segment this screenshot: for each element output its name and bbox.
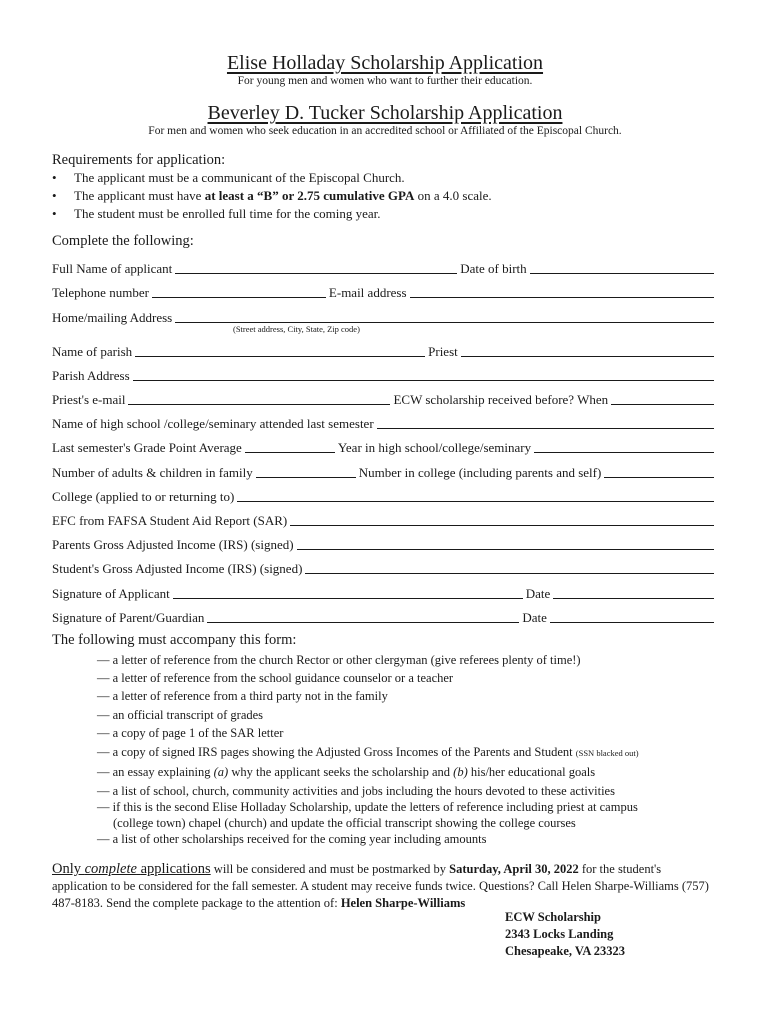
row-signature-applicant xyxy=(52,584,717,602)
signature-applicant-label: Signature of Applicant xyxy=(52,586,170,601)
parish-name-field[interactable] xyxy=(135,356,425,357)
parent-date-field[interactable] xyxy=(550,622,714,623)
accompany-item: — an essay explaining (a) why the applicant seeks the scholarship and (b) his/her educational goals xyxy=(97,765,596,779)
efc-field[interactable] xyxy=(290,525,714,526)
address-line: ECW Scholarship xyxy=(505,910,601,924)
priest-field[interactable] xyxy=(461,356,714,357)
ssn-note: (SSN blacked out) xyxy=(575,748,639,758)
home-address-label: Home/mailing Address xyxy=(52,310,173,325)
telephone-field[interactable] xyxy=(152,297,326,298)
full-name-field[interactable] xyxy=(175,273,457,274)
year-field[interactable] xyxy=(534,452,714,453)
accompany-item: — a list of school, church, community activities and jobs including the hours devoted to these activities xyxy=(97,784,615,798)
signature-parent-field[interactable] xyxy=(207,622,519,623)
in-college-field[interactable] xyxy=(604,477,714,478)
row-college xyxy=(52,487,717,505)
applicant-date-field[interactable] xyxy=(553,598,714,599)
gpa-field[interactable] xyxy=(245,452,335,453)
address-line: 2343 Locks Landing xyxy=(505,927,614,941)
accompany-item: — a letter of reference from the church Rector or other clergyman (give referees plenty of time!) xyxy=(97,653,581,667)
address-format-note: (Street address, City, State, Zip code) xyxy=(233,324,360,334)
bullet-icon: • xyxy=(52,188,57,203)
priest-email-field[interactable] xyxy=(128,404,390,405)
ecw-before-label: ECW scholarship received before? When xyxy=(393,392,609,407)
row-parish-address xyxy=(52,366,717,384)
title-elise-holladay: Elise Holladay Scholarship Application xyxy=(226,52,544,74)
title-beverley-tucker: Beverley D. Tucker Scholarship Application xyxy=(207,102,563,124)
efc-label: EFC from FAFSA Student Aid Report (SAR) xyxy=(52,513,288,528)
subtitle-elise-holladay: For young men and women who want to further their education. xyxy=(237,75,533,87)
requirement-item: • The applicant must have at least a “B” or 2.75 cumulative GPA on a 4.0 scale. xyxy=(52,188,492,203)
row-home-address xyxy=(52,308,717,326)
accompany-item: — an official transcript of grades xyxy=(97,708,264,722)
parish-address-field[interactable] xyxy=(133,380,714,381)
high-school-label: Name of high school /college/seminary attended last semester xyxy=(52,416,374,431)
accompany-item: — a letter of reference from a third party not in the family xyxy=(97,689,388,703)
date-label: Date xyxy=(525,586,551,601)
contact-name: Helen Sharpe-Williams xyxy=(340,896,466,910)
row-high-school xyxy=(52,414,717,432)
complete-following-heading: Complete the following: xyxy=(52,233,194,249)
closing-paragraph: Only complete applications will be considered and must be postmarked by Saturday, April 30, 2022 for the student's application to be considered for the fall semester. A student may receive funds twice. Questions? Call Helen Sharpe-Williams (757) 487-8183. Send the complete package to the attention of: Helen Sharpe-Williams xyxy=(52,861,709,910)
row-gpa-year xyxy=(52,438,717,456)
high-school-field[interactable] xyxy=(377,428,714,429)
only-complete-phrase: Only complete applications xyxy=(52,861,211,877)
requirement-item: • The student must be enrolled full time for the coming year. xyxy=(52,206,381,221)
telephone-label: Telephone number xyxy=(52,285,149,300)
adults-children-label: Number of adults & children in family xyxy=(52,465,253,480)
row-name-dob xyxy=(52,259,717,277)
bullet-icon: • xyxy=(52,206,57,221)
ecw-when-field[interactable] xyxy=(611,404,714,405)
accompany-item: — a copy of page 1 of the SAR letter xyxy=(97,726,284,740)
requirement-item: • The applicant must be a communicant of the Episcopal Church. xyxy=(52,170,405,185)
in-college-label: Number in college (including parents and self) xyxy=(358,465,602,480)
address-line: Chesapeake, VA 23323 xyxy=(505,944,626,958)
full-name-label: Full Name of applicant xyxy=(52,261,173,276)
email-label: E-mail address xyxy=(328,285,407,300)
accompany-item: — if this is the second Elise Holladay Scholarship, update the letters of reference including priest at campus xyxy=(97,800,638,814)
date-label: Date xyxy=(522,610,547,625)
row-student-income xyxy=(52,559,717,577)
bullet-icon: • xyxy=(52,170,57,185)
accompany-item: — a letter of reference from the school guidance counselor or a teacher xyxy=(97,671,454,685)
row-parish-priest xyxy=(52,342,717,360)
student-income-field[interactable] xyxy=(305,573,714,574)
email-field[interactable] xyxy=(410,297,714,298)
row-efc xyxy=(52,511,717,529)
subtitle-beverley-tucker: For men and women who seek education in an accredited school or Affiliated of the Episcopal Church. xyxy=(148,125,622,137)
date-of-birth-label: Date of birth xyxy=(460,261,527,276)
priest-label: Priest xyxy=(428,344,458,359)
deadline: Saturday, April 30, 2022 xyxy=(449,862,579,876)
parish-address-label: Parish Address xyxy=(52,368,130,383)
adults-children-field[interactable] xyxy=(256,477,356,478)
row-family xyxy=(52,463,717,481)
gpa-label: Last semester's Grade Point Average xyxy=(52,440,242,455)
parish-name-label: Name of parish xyxy=(52,344,133,359)
parents-income-field[interactable] xyxy=(297,549,714,550)
row-signature-parent xyxy=(52,608,717,626)
accompany-item-continued: (college town) chapel (church) and update the official transcript showing the college courses xyxy=(113,816,576,830)
requirements-heading: Requirements for application: xyxy=(52,152,226,168)
student-income-label: Student's Gross Adjusted Income (IRS) (signed) xyxy=(52,561,303,576)
date-of-birth-field[interactable] xyxy=(530,273,714,274)
home-address-field[interactable] xyxy=(175,322,714,323)
year-label: Year in high school/college/seminary xyxy=(337,440,532,455)
accompany-heading: The following must accompany this form: xyxy=(52,632,297,648)
priest-email-label: Priest's e-mail xyxy=(52,392,126,407)
parents-income-label: Parents Gross Adjusted Income (IRS) (signed) xyxy=(52,537,294,552)
accompany-item: — a list of other scholarships received for the coming year including amounts xyxy=(97,832,487,846)
signature-parent-label: Signature of Parent/Guardian xyxy=(52,610,205,625)
row-priest-email xyxy=(52,390,717,408)
signature-applicant-field[interactable] xyxy=(173,598,523,599)
college-label: College (applied to or returning to) xyxy=(52,489,235,504)
row-parents-income xyxy=(52,535,717,553)
row-phone-email xyxy=(52,283,717,301)
accompany-item: — a copy of signed IRS pages showing the Adjusted Gross Incomes of the Parents and Student (SSN blacked out) xyxy=(97,745,639,759)
college-field[interactable] xyxy=(237,501,714,502)
